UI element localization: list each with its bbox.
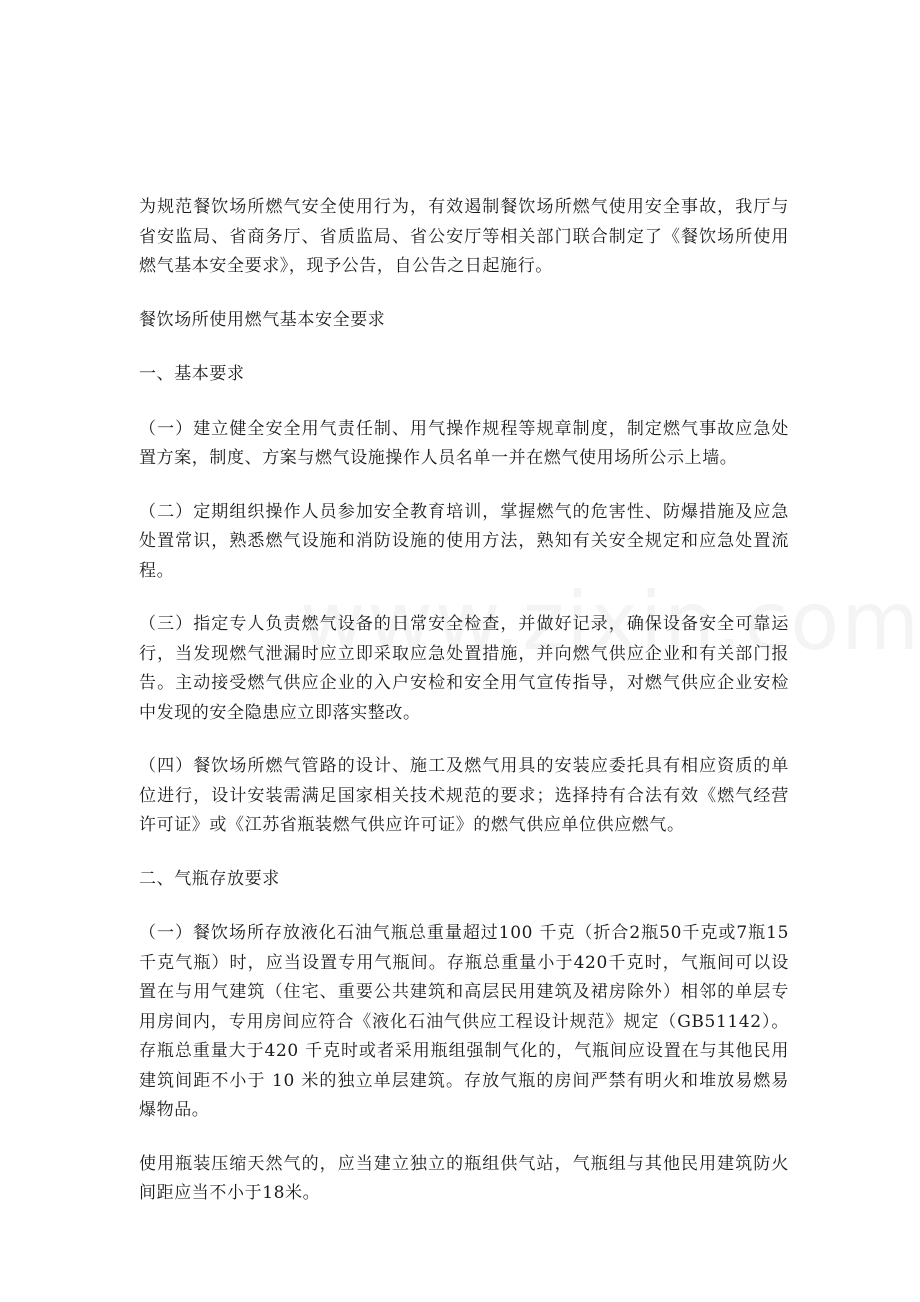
section-1-item-2: （二）定期组织操作人员参加安全教育培训，掌握燃气的危害性、防爆措施及应急处置常识，熟悉燃气设施和消防设施的使用方法，熟知有关安全规定和应急处置流程。 [139,501,789,581]
section-2-item-2: 使用瓶装压缩天然气的，应当建立独立的瓶组供气站，气瓶组与其他民用建筑防火间距应当不小于18米。 [139,1153,789,1203]
section-2-heading: 二、气瓶存放要求 [139,868,280,889]
section-1-item-4: （四）餐饮场所燃气管路的设计、施工及燃气用具的安装应委托具有相应资质的单位进行，设计安装需满足国家相关技术规范的要求；选择持有合法有效《燃气经营许可证》或《江苏省瓶装燃气供应许可证》的燃气供应单位供应燃气。 [139,756,789,835]
document-title: 餐饮场所使用燃气基本安全要求 [139,309,386,330]
section-1-item-1: （一）建立健全安全用气责任制、用气操作规程等规章制度，制定燃气事故应急处置方案，制度、方案与燃气设施操作人员名单一并在燃气使用场所公示上墙。 [139,418,789,468]
section-2-item-1: （一）餐饮场所存放液化石油气瓶总重量超过100 千克（折合2瓶50千克或7瓶15千克气瓶）时，应当设置专用气瓶间。存瓶总重量小于420千克时，气瓶间可以设置在与用气建筑（住宅、重要公共建筑和高层民用建筑及裙房除外）相邻的单层专用房间内，专用房间应符合《液化石油气供应工程设计规范》规定（GB51142）。存瓶总重量大于420 千克时或者采用瓶组强制气化的，气瓶间应设置在与其他民用建筑间距不小于 10 米的独立单层建筑。存放气瓶的房间严禁有明火和堆放易燃易爆物品。 [139,923,789,1120]
section-1-heading: 一、基本要求 [139,364,245,384]
intro-paragraph: 为规范餐饮场所燃气安全使用行为，有效遏制餐饮场所燃气使用安全事故，我厅与省安监局、省商务厅、省质监局、省公安厅等相关部门联合制定了《餐饮场所使用燃气基本安全要求》，现予公告，自公告之日起施行。 [139,197,789,276]
section-1-item-3: （三）指定专人负责燃气设备的日常安全检查，并做好记录，确保设备安全可靠运行，当发现燃气泄漏时应立即采取应急处置措施，并向燃气供应企业和有关部门报告。主动接受燃气供应企业的入户安检和安全用气宣传指导，对燃气供应企业安检中发现的安全隐患应立即落实整改。 [139,614,789,723]
document-body [139,193,789,1233]
